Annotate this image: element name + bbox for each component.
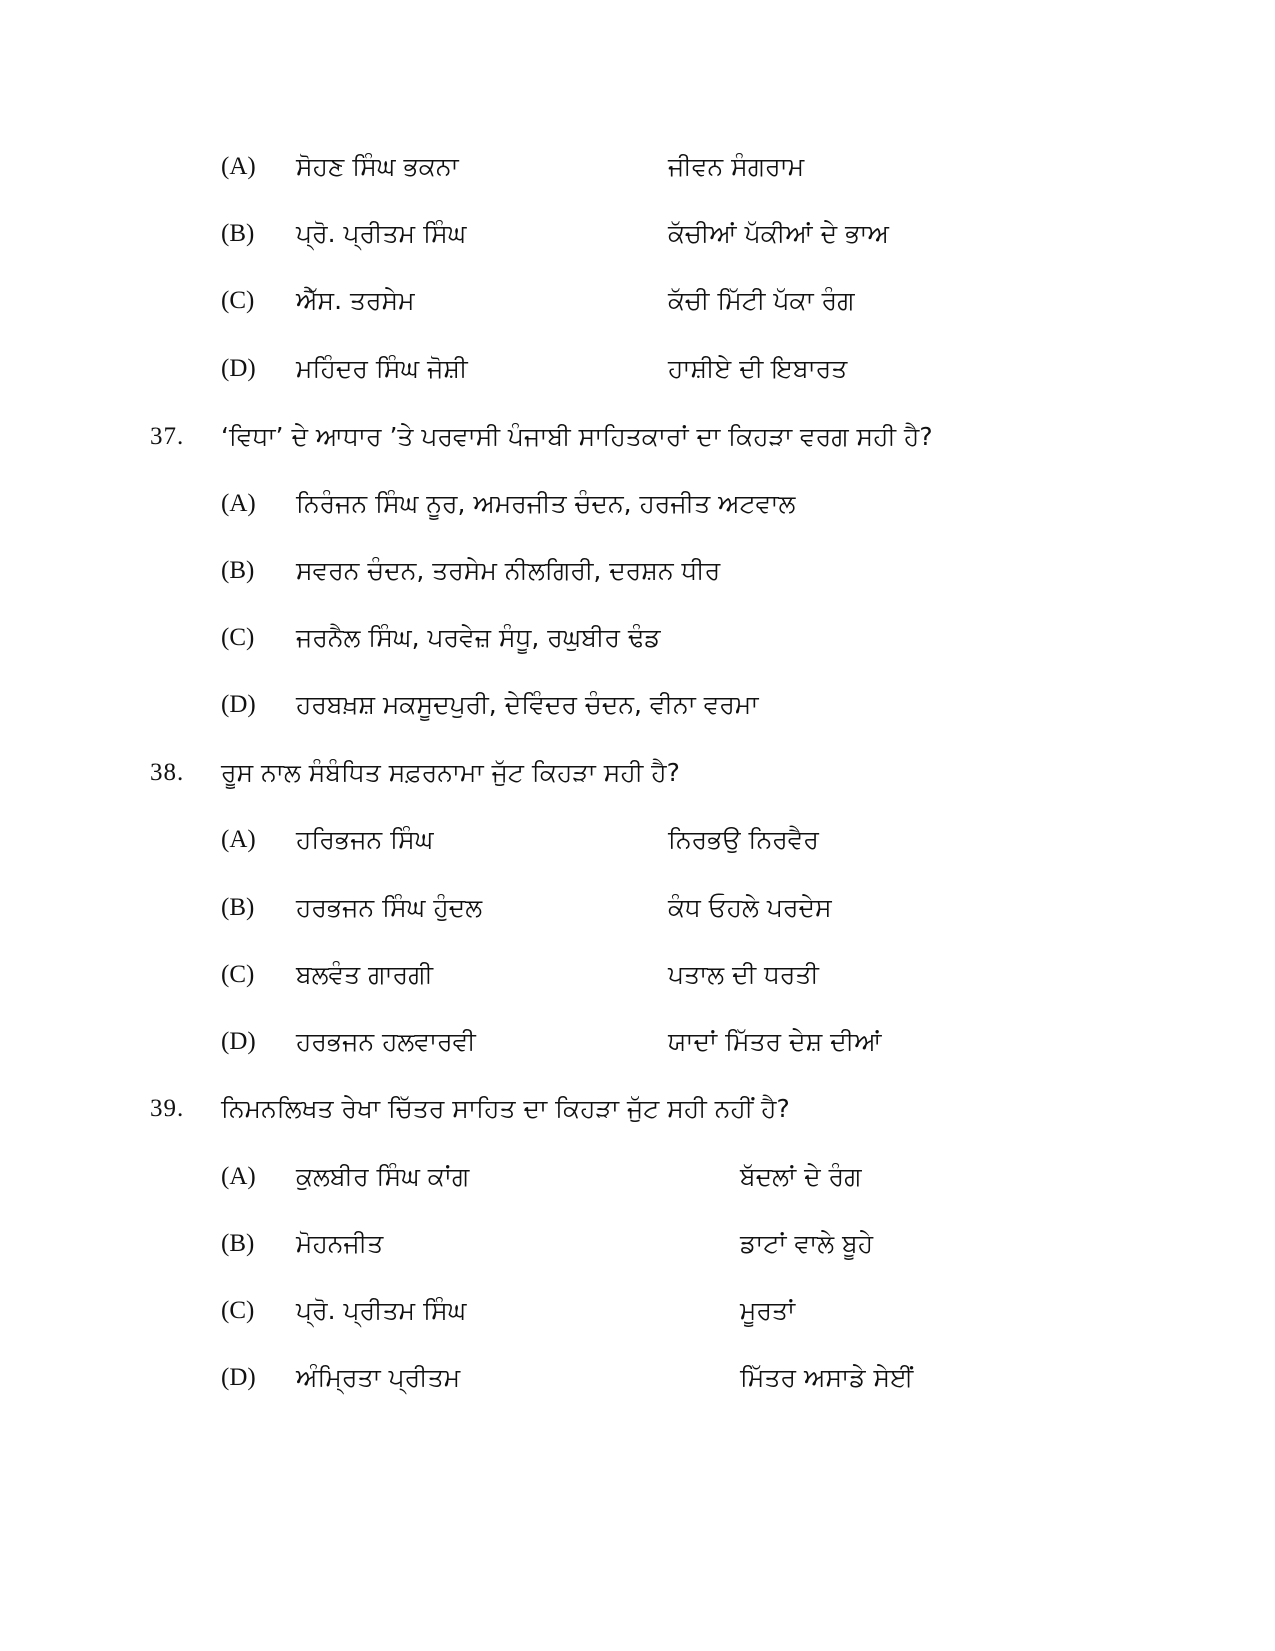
option-text: ਨਿਰੰਜਨ ਸਿੰਘ ਨੂਰ, ਅਮਰਜੀਤ ਚੰਦਨ, ਹਰਜੀਤ ਅਟਵਾਲ [296, 489, 796, 518]
option-work: ਬੱਦਲਾਂ ਦੇ ਰੰਗ [740, 1162, 862, 1191]
option-work: ਕੱਚੀਆਂ ਪੱਕੀਆਂ ਦੇ ਭਾਅ [668, 219, 890, 248]
option-label: (B) [221, 220, 255, 247]
option-work: ਕੰਧ ਓਹਲੇ ਪਰਦੇਸ [668, 893, 832, 922]
option-work: ਡਾਟਾਂ ਵਾਲੇ ਬੂਹੇ [740, 1229, 874, 1258]
option-author: ਅੰਮ੍ਰਿਤਾ ਪ੍ਰੀਤਮ [296, 1363, 461, 1392]
option-author: ਹਰਿਭਜਨ ਸਿੰਘ [296, 825, 434, 854]
option-author: ਹਰਭਜਨ ਸਿੰਘ ਹੁੰਦਲ [296, 893, 483, 922]
option-author: ਮਹਿੰਦਰ ਸਿੰਘ ਜੋਸ਼ੀ [296, 354, 468, 383]
option-text: ਹਰਬਖ਼ਸ਼ ਮਕਸੂਦਪੁਰੀ, ਦੇਵਿੰਦਰ ਚੰਦਨ, ਵੀਨਾ ਵਰਮਾ [296, 690, 759, 719]
option-author: ਪ੍ਰੋ. ਪ੍ਰੀਤਮ ਸਿੰਘ [296, 1296, 467, 1325]
option-label: (A) [221, 490, 256, 517]
option-work: ਪਤਾਲ ਦੀ ਧਰਤੀ [668, 960, 819, 989]
option-label: (C) [221, 624, 255, 651]
option-work: ਜੀਵਨ ਸੰਗਰਾਮ [668, 152, 805, 181]
option-label: (D) [221, 1028, 256, 1055]
option-label: (B) [221, 557, 255, 584]
option-author: ਸੋਹਣ ਸਿੰਘ ਭਕਨਾ [296, 152, 459, 181]
option-label: (D) [221, 355, 256, 382]
option-work: ਨਿਰਭਉ ਨਿਰਵੈਰ [668, 825, 819, 854]
option-text: ਜਰਨੈਲ ਸਿੰਘ, ਪਰਵੇਜ਼ ਸੰਧੂ, ਰਘੁਬੀਰ ਢੰਡ [296, 623, 661, 652]
question-text: ਰੂਸ ਨਾਲ ਸੰਬੰਧਿਤ ਸਫ਼ਰਨਾਮਾ ਜੁੱਟ ਕਿਹੜਾ ਸਹੀ ਹੈ? [221, 758, 680, 787]
option-label: (D) [221, 1364, 256, 1391]
option-author: ਹਰਭਜਨ ਹਲਵਾਰਵੀ [296, 1027, 476, 1056]
option-label: (C) [221, 1297, 255, 1324]
option-label: (B) [221, 894, 255, 921]
option-work: ਹਾਸ਼ੀਏ ਦੀ ਇਬਾਰਤ [668, 354, 848, 383]
option-author: ਪ੍ਰੋ. ਪ੍ਰੀਤਮ ਸਿੰਘ [296, 219, 467, 248]
question-number: 37. [150, 423, 185, 450]
option-label: (A) [221, 153, 256, 180]
option-work: ਮੂਰਤਾਂ [740, 1296, 796, 1325]
option-label: (D) [221, 691, 256, 718]
option-label: (A) [221, 826, 256, 853]
question-text: ‘ਵਿਧਾ’ ਦੇ ਆਧਾਰ ’ਤੇ ਪਰਵਾਸੀ ਪੰਜਾਬੀ ਸਾਹਿਤਕਾਰਾਂ ਦਾ ਕਿਹੜਾ ਵਰਗ ਸਹੀ ਹੈ? [221, 422, 933, 451]
option-text: ਸਵਰਨ ਚੰਦਨ, ਤਰਸੇਮ ਨੀਲਗਿਰੀ, ਦਰਸ਼ਨ ਧੀਰ [296, 556, 721, 585]
option-work: ਕੱਚੀ ਮਿੱਟੀ ਪੱਕਾ ਰੰਗ [668, 286, 855, 315]
question-number: 39. [150, 1095, 185, 1122]
option-label: (C) [221, 961, 255, 988]
option-work: ਮਿੱਤਰ ਅਸਾਡੇ ਸੇਈਂ [740, 1363, 914, 1392]
option-author: ਐੱਸ. ਤਰਸੇਮ [296, 286, 415, 315]
option-label: (B) [221, 1230, 255, 1257]
question-text: ਨਿਮਨਲਿਖਤ ਰੇਖਾ ਚਿੱਤਰ ਸਾਹਿਤ ਦਾ ਕਿਹੜਾ ਜੁੱਟ ਸਹੀ ਨਹੀਂ ਹੈ? [221, 1094, 790, 1123]
option-author: ਬਲਵੰਤ ਗਾਰਗੀ [296, 960, 434, 989]
option-label: (C) [221, 287, 255, 314]
option-work: ਯਾਦਾਂ ਮਿੱਤਰ ਦੇਸ਼ ਦੀਆਂ [668, 1027, 882, 1056]
option-author: ਕੁਲਬੀਰ ਸਿੰਘ ਕਾਂਗ [296, 1162, 470, 1191]
question-number: 38. [150, 759, 185, 786]
option-label: (A) [221, 1163, 256, 1190]
option-author: ਮੋਹਨਜੀਤ [296, 1229, 384, 1258]
